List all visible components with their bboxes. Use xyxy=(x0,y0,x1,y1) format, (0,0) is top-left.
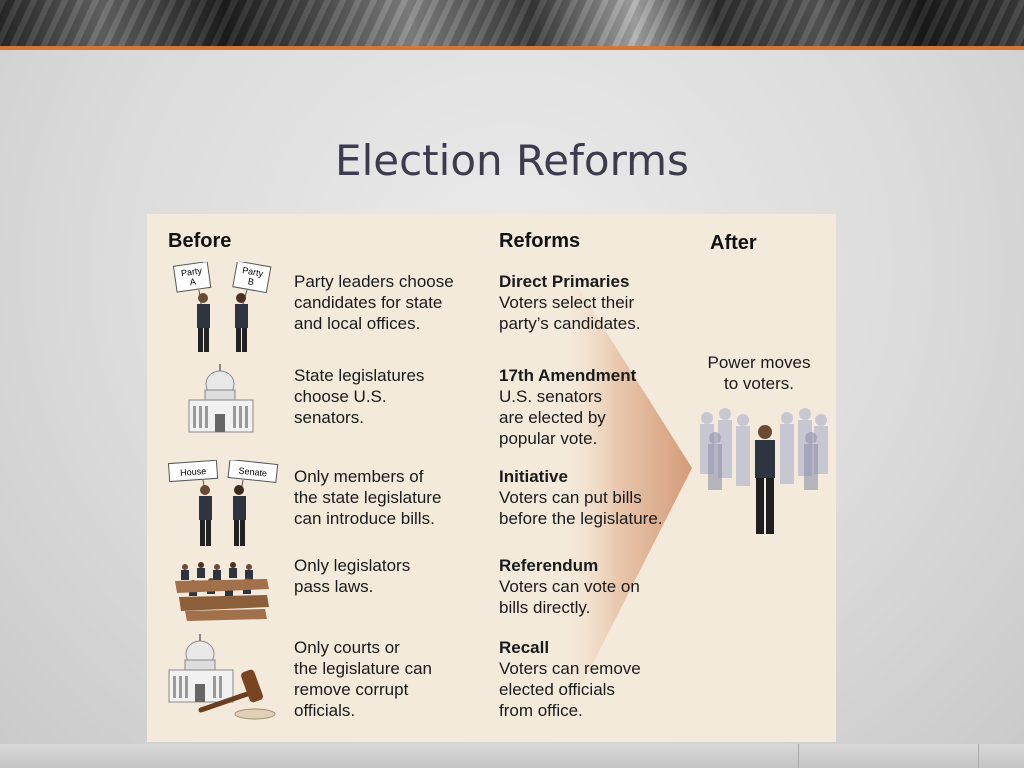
sign-label-party-b-line2: B xyxy=(247,276,255,288)
reforms-header: Reforms xyxy=(499,230,581,252)
legislators-seated-icon xyxy=(175,559,270,621)
after-text: Power moves to voters. xyxy=(707,353,811,393)
reform-name-17th-amendment: 17th Amendment xyxy=(499,366,637,385)
reform-name-initiative: Initiative xyxy=(499,467,568,486)
footer-divider xyxy=(798,744,800,768)
sign-label-house: House xyxy=(179,466,207,478)
reform-text-row-4: Referendum Voters can vote on bills directly. xyxy=(499,556,640,617)
reform-name-direct-primaries: Direct Primaries xyxy=(499,272,630,291)
voter-crowd-icon xyxy=(695,404,830,539)
capitol-gavel-icon xyxy=(167,634,279,724)
reform-text-row-3: Initiative Voters can put bills before the legislature. xyxy=(499,467,663,528)
sign-label-party-a-line1: Party xyxy=(180,265,203,279)
slide-title: Election Reforms xyxy=(335,136,689,185)
before-text-row-1: Party leaders choose candidates for state and local offices. xyxy=(294,272,454,333)
before-text-row-2: State legislatures choose U.S. senators. xyxy=(294,366,425,427)
house-senate-sign-icon xyxy=(167,460,282,550)
reform-name-referendum: Referendum xyxy=(499,556,599,575)
reform-diagram-panel xyxy=(147,214,836,742)
footer-band xyxy=(0,744,1024,768)
reform-text-row-5: Recall Voters can remove elected officials from office. xyxy=(499,638,641,720)
before-text-row-3: Only members of the state legislature can introduce bills. xyxy=(294,467,442,528)
before-header: Before xyxy=(168,230,232,252)
sign-label-party-b-line1: Party xyxy=(241,265,264,279)
header-banner-image xyxy=(0,0,1024,46)
after-header: After xyxy=(710,232,757,254)
capitol-building-icon xyxy=(187,364,257,436)
before-text-row-4: Only legislators pass laws. xyxy=(294,556,411,596)
accent-rule xyxy=(0,46,1024,50)
before-text-row-5: Only courts or the legislature can remove corrupt officials. xyxy=(294,638,432,720)
reform-name-recall: Recall xyxy=(499,638,550,657)
party-leaders-sign-icon xyxy=(169,262,279,357)
reform-text-row-2: 17th Amendment U.S. senators are elected by popular vote. xyxy=(499,366,637,448)
sign-label-party-a-line2: A xyxy=(189,276,197,288)
footer-divider xyxy=(978,744,980,768)
reform-text-row-1: Direct Primaries Voters select their party’s candidates. xyxy=(499,272,641,333)
sign-label-senate: Senate xyxy=(238,465,268,479)
